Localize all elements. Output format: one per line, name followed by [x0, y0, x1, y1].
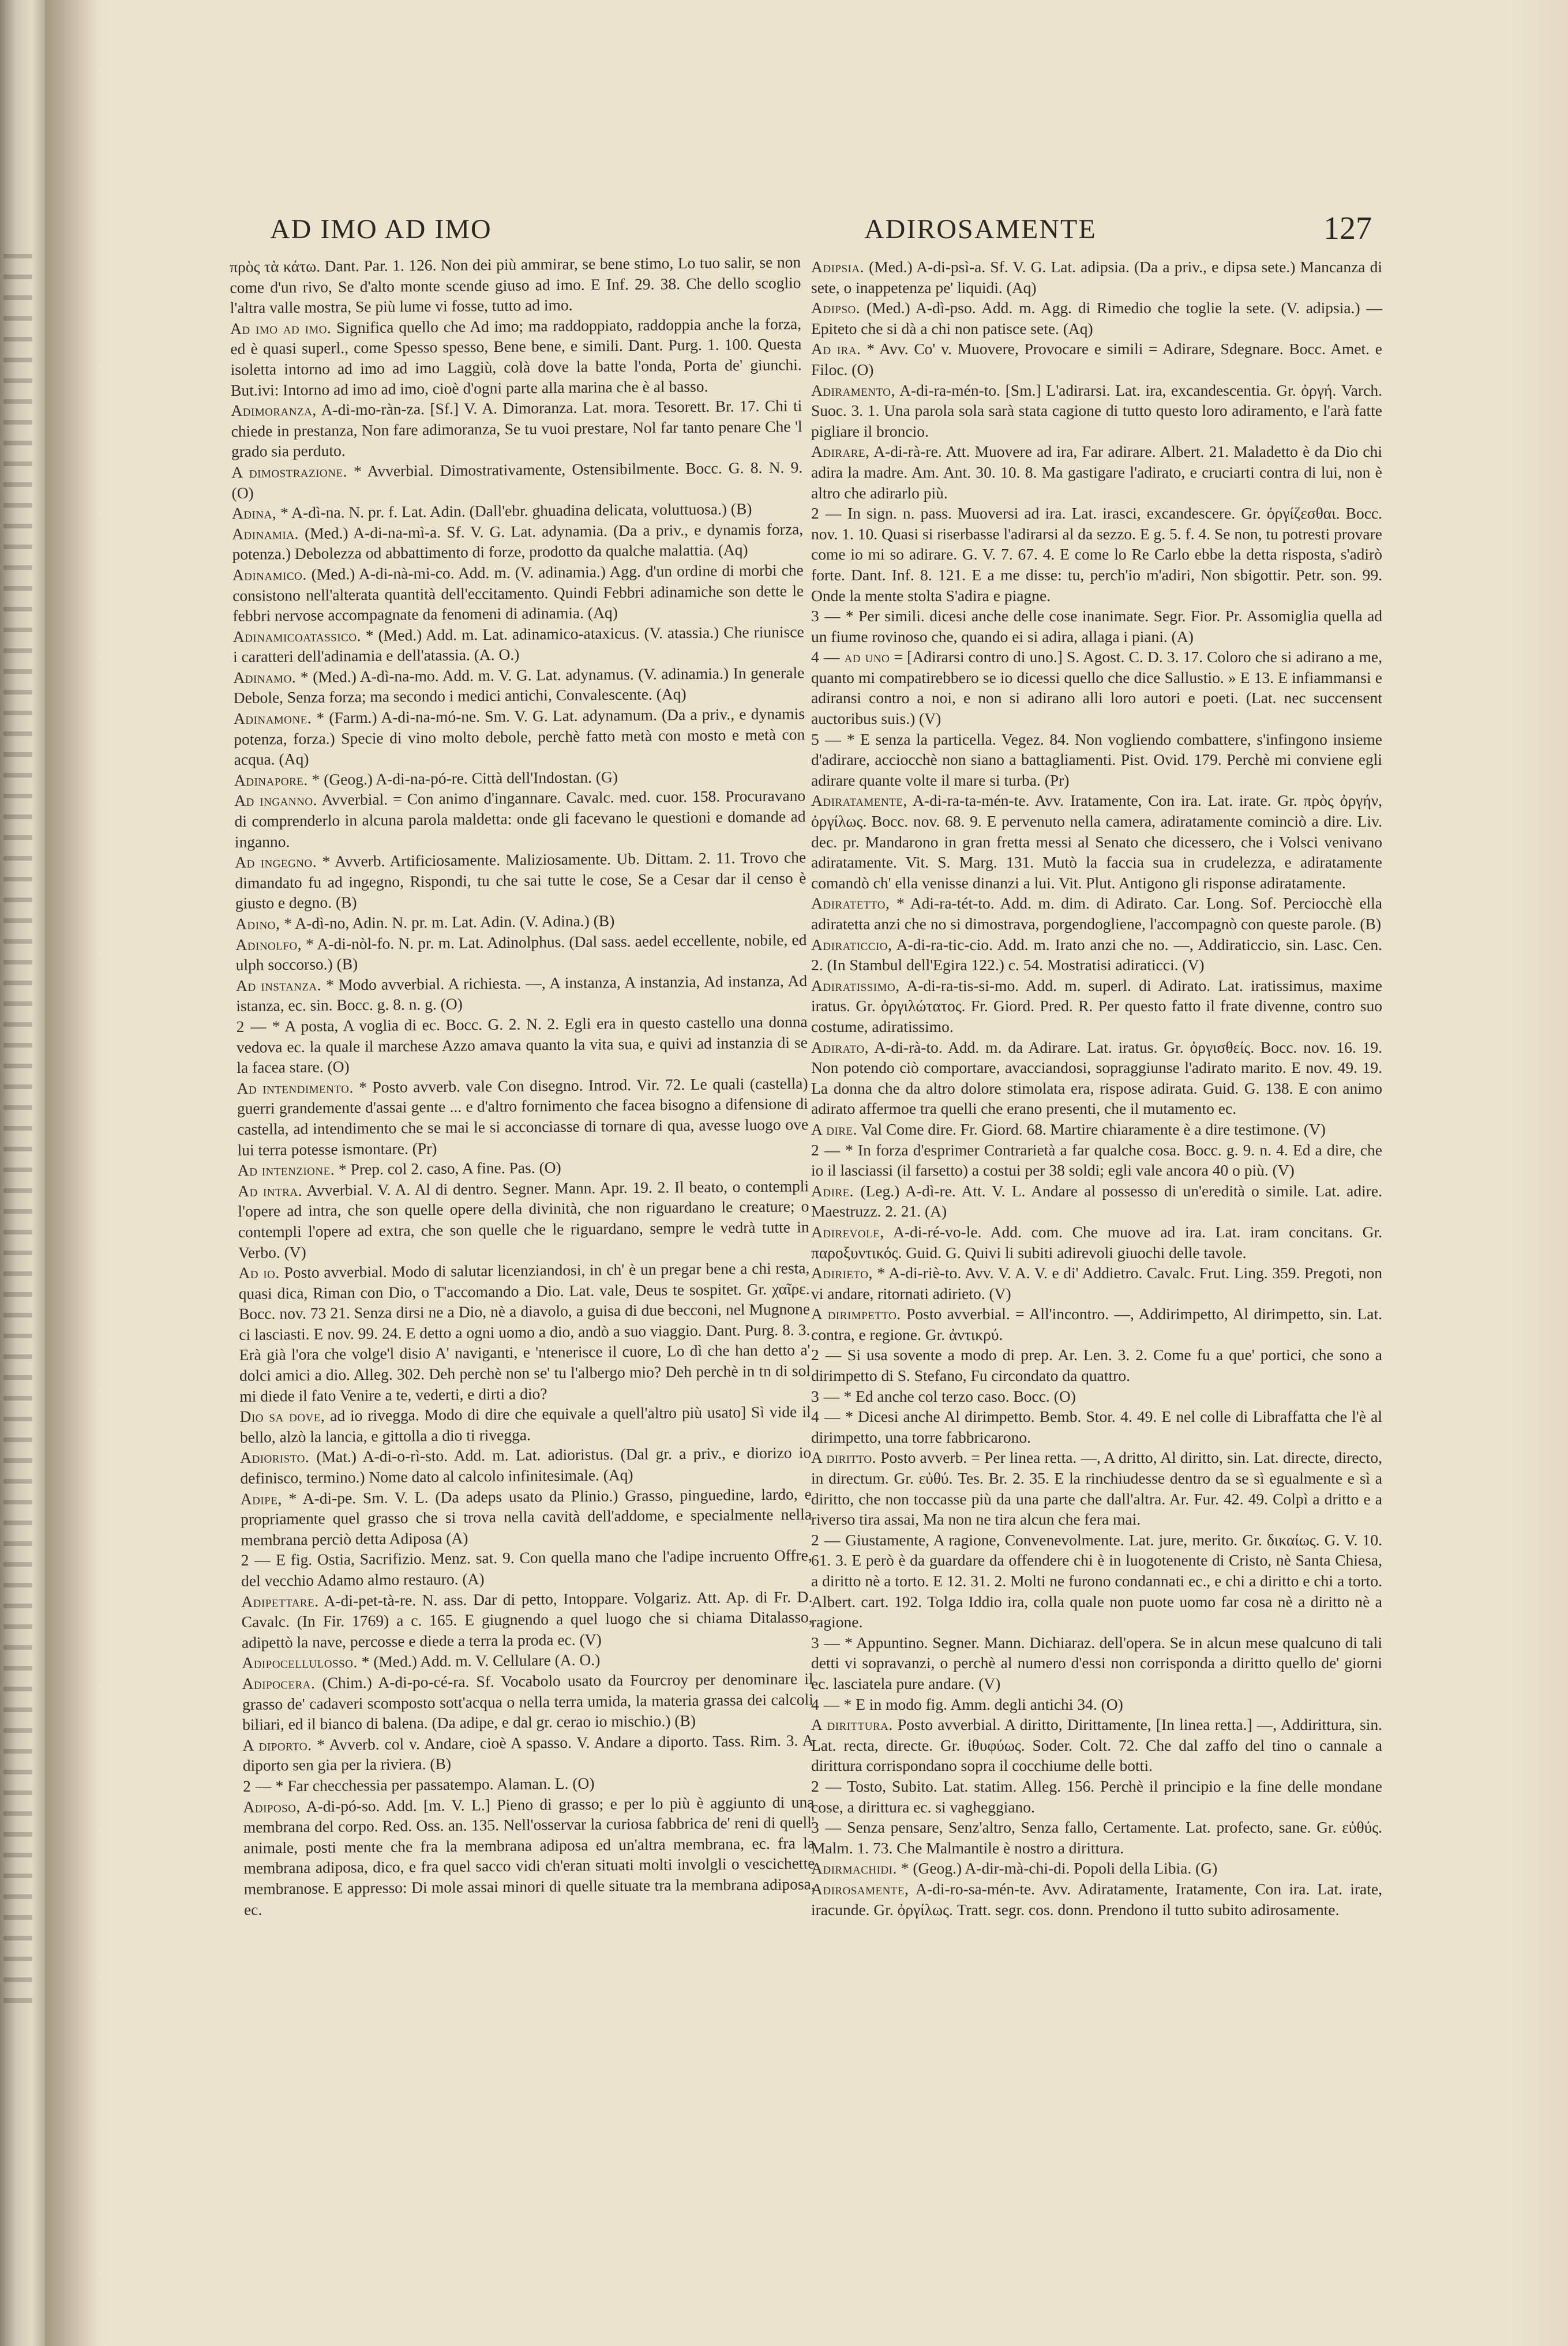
entry-text: * (Med.) A-dì-na-mo. Add. m. V. G. Lat. adynamus. (V. adinamia.) In generale Debole, Senza forza; ma secondo i medici antichi, Convalescente. (Aq)	[233, 663, 805, 707]
dictionary-entry	[241, 1545, 813, 1591]
bleed-through-line	[3, 1271, 32, 1276]
dictionary-entry	[230, 252, 801, 318]
entry-text: * Prep. col 2. caso, A fine. Pas. (O)	[338, 1158, 561, 1178]
entry-headword: 4 —	[811, 1407, 841, 1426]
entry-headword: Adinolfo,	[235, 934, 302, 954]
dictionary-entry	[811, 729, 1382, 791]
dictionary-entry	[241, 1484, 812, 1550]
bleed-through-line	[3, 1562, 32, 1567]
dictionary-entry	[811, 1817, 1382, 1858]
entry-text: * Adi-ra-tét-to. Add. m. dim. di Adirato. Car. Long. Sof. Perciocchè ella adiratetta anzi che no si dimostrava, porgendogliene, l'accompagnò con queste parole. (B)	[811, 894, 1383, 933]
entry-text: Significa quello che Ad imo; ma raddoppiato, raddoppia anche la forza, ed è quasi superl., come Spesso spesso, Bene bene, e simili. Dant. Purg. 1. 100. Questa isoletta intorno ad imo ad imo Laggiù, colà dove la batte l'onda, Porta de' giunchi. But.ivi: Intorno ad imo ad imo, cioè d'ogni parte alla marina che è al basso.	[230, 314, 802, 399]
entry-headword: Adiposo,	[243, 1797, 301, 1816]
entry-headword: Adire.	[811, 1181, 854, 1200]
bleed-through-line	[3, 565, 32, 570]
bleed-through-line	[3, 1583, 32, 1587]
dictionary-entry	[811, 1632, 1382, 1694]
entry-text: A-di-rà-to. Add. m. da Adirare. Lat. iratus. Gr. ὀργισθείς. Bocc. nov. 16. 19. Non potendo ciò comportare, avacciandosi, sopraggiunse l'adirato marito. E nov. 49. 19. La donna che da altro dolore stimolata era, rispose adirata. Guid. G. 138. E con animo adirato affermoe tra quelli che erano presenti, che il mutamento ec.	[811, 1038, 1382, 1118]
bleed-through-line	[3, 835, 32, 840]
bleed-through-line	[3, 1853, 32, 1857]
bleed-through-line	[3, 669, 32, 674]
dictionary-entry	[811, 893, 1382, 934]
dictionary-entry	[811, 1119, 1382, 1140]
entry-text: Si usa sovente a modo di prep. Ar. Len. 3. 2. Come fu a que' portici, che sono a dirimpetto di S. Stefano, Fu circondato da quattro.	[811, 1346, 1383, 1385]
bleed-through-line	[3, 358, 32, 362]
entry-headword: Adirevole,	[811, 1222, 884, 1241]
entry-text: (Med.) A-di-nà-mi-co. Add. m. (V. adinamia.) Agg. d'un ordine di morbi che consistono nell'alterata quantità dell'eccitamento. Quindi Febbri adinamiche son dette le febbri nervose accompagnate da fenomeni di adinamia. (Aq)	[232, 561, 804, 625]
entry-text: * In forza d'esprimer Contrarietà a far qualche cosa. Bocc. g. 9. n. 4. Ed a dire, che io il lasciassi (il farsetto) a costui per 38 soldi; egli vale ancora 40 o più. (V)	[811, 1140, 1383, 1180]
gutter-shadow	[45, 0, 97, 2346]
entry-headword: 2 —	[811, 504, 842, 523]
entry-text: A-di-ra-tic-cio. Add. m. Irato anzi che no. —, Addiraticcio, sin. Lasc. Cen. 2. (In Stambul dell'Egira 122.) c. 54. Mostratisi adiraticci. (V)	[811, 935, 1383, 974]
entry-headword: A dimostrazione.	[231, 462, 348, 481]
bleed-through-line	[3, 1811, 32, 1816]
entry-text: * A posta, A voglia di ec. Bocc. G. 2. N. 2. Egli era in questo castello una donna vedova ec. la quale il marchese Azzo amava quanto la vita sua, e quivi ad instanzia di se la facea stare. (O)	[236, 1012, 808, 1077]
bleed-through-line	[3, 254, 32, 258]
bleed-through-line	[3, 711, 32, 715]
dictionary-entry	[233, 662, 805, 708]
dictionary-entry	[811, 1345, 1382, 1386]
entry-text: A-di-ra-mén-to. [Sm.] L'adirarsi. Lat. ira, excandescentia. Gr. ὀργή. Varch. Suoc. 3. 1. Una parola sola sarà stata cagione di tutto questo loro adiramento, e l'arà fatte pigliare il broncio.	[811, 381, 1383, 440]
entry-text: In sign. n. pass. Muoversi ad ira. Lat. irasci, excandescere. Gr. ὀργίζεσθαι. Bocc. nov. 1. 10. Quasi si riserbasse l'adirarsi al da sezzo. E g. 5. f. 4. Se non, tu potresti provare come io mi so adirare. G. V. 7. 67. 4. E come lo Re Carlo ebbe la detta risposta, s'adirò forte. Dant. Inf. 8. 121. E a me disse: tu, perch'io m'adiri, Non sbigottir. Petr. son. 99. Onde la mente stolta S'adira e piagne.	[811, 504, 1382, 605]
dictionary-entry	[811, 1037, 1382, 1119]
entry-headword: Ad intendimento.	[237, 1078, 354, 1097]
bleed-through-line	[3, 482, 32, 487]
entry-text: = [Adirarsi contro di uno.] S. Agost. C. D. 3. 17. Coloro che si adirano a me, quanto mi compatirebbero se io dicessi quello che dice Sallustio. » E 13. E infiammansi e adiransi contro a noi, e non si adirano alli loro autori e poeti. (Lat. nec succensent auctoribus suis.) (V)	[811, 648, 1383, 728]
entry-headword: Adinamicoatassico.	[232, 626, 361, 645]
bleed-through-line	[3, 1001, 32, 1006]
bleed-through-line	[3, 1313, 32, 1317]
dictionary-entry	[234, 703, 805, 770]
dictionary-entry	[233, 621, 805, 667]
bleed-through-line	[3, 316, 32, 321]
bleed-through-line	[3, 420, 32, 425]
dictionary-entry	[811, 257, 1382, 298]
dictionary-entry	[242, 1730, 814, 1776]
entry-text: * Dicesi anche Al dirimpetto. Bemb. Stor. 4. 49. E nel colle di Libraffatta che l'è al dirimpetto, una torre fabbricarono.	[811, 1407, 1382, 1446]
bleed-through-line	[3, 586, 32, 591]
dictionary-entry	[811, 1858, 1382, 1879]
dictionary-entry	[811, 1714, 1382, 1776]
bleed-through-line	[3, 1915, 32, 1920]
entry-headword: Ad instanza.	[235, 975, 322, 994]
bleed-through-line	[3, 1728, 32, 1733]
dictionary-entry	[811, 606, 1382, 647]
entry-headword: A dirimpetto.	[811, 1305, 901, 1323]
entry-text: Val Come dire. Fr. Giord. 68. Martire chiaramente è a dire testimone. (V)	[861, 1120, 1326, 1138]
entry-headword: Adinamia.	[232, 524, 299, 543]
entry-headword: Ad io.	[238, 1263, 280, 1282]
entry-headword: Adinamo.	[233, 667, 297, 686]
entry-text: * Per simili. dicesi anche delle cose inanimate. Segr. Fior. Pr. Assomiglia quella ad un fiume rovinoso che, quando ei si adira, allaga i piani. (A)	[811, 607, 1383, 645]
dictionary-entry	[811, 1263, 1382, 1304]
entry-headword: Ad imo ad imo.	[230, 318, 332, 337]
entry-text: * A-dì-na. N. pr. f. Lat. Adin. (Dall'ebr. ghuadina delicata, voluttuosa.) (B)	[280, 500, 752, 522]
entry-headword: 2 —	[811, 1530, 841, 1549]
bleed-through-line	[3, 1375, 32, 1380]
bleed-through-line	[3, 1791, 32, 1795]
entry-headword: Adirare,	[811, 442, 870, 461]
dictionary-entry	[240, 1443, 812, 1489]
bleed-through-line	[3, 1251, 32, 1255]
entry-headword: 4 —	[811, 1695, 840, 1713]
bleed-through-line	[3, 1147, 32, 1151]
bleed-through-line	[3, 1417, 32, 1421]
entry-text: E fig. Ostia, Sacrifizio. Menz. sat. 9. Con quella mano che l'adipe incruento Offre, del vecchio Adamo almo restauro. (A)	[241, 1546, 812, 1590]
dictionary-entry	[811, 790, 1382, 893]
entry-text: * E senza la particella. Vegez. 84. Non vogliendo combattere, s'infingono insieme d'adirare, acciocchè non siano a battagliamenti. Pist. Ovid. 179. Perchè mi conviene egli adirare quante volte il mare si turba. (Pr)	[811, 730, 1383, 789]
bleed-through-line	[3, 1894, 32, 1899]
dictionary-entry	[811, 647, 1382, 729]
entry-headword: Adirmachidi.	[811, 1859, 897, 1878]
entry-headword: Adiratetto,	[811, 894, 890, 913]
entry-text: A-di-pet-tà-re. N. ass. Dar di petto, Intoppare. Volgariz. Att. Ap. di Fr. D. Cavalc. (In Fir. 1769) a c. 165. E giugnendo a quel luogo che si chiama Ditalasso, adipettò la nave, percosse e diede a terra la proda ec. (V)	[241, 1587, 813, 1651]
entry-headword: Adirato,	[811, 1038, 869, 1056]
entry-text: (Med.) A-di-na-mì-a. Sf. V. G. Lat. adynamia. (Da a priv., e dynamis forza, potenza.) Debolezza od abbattimento di forze, prodotto da qualche malattia. (Aq)	[232, 520, 804, 564]
dictionary-entry	[811, 339, 1382, 380]
entry-text: * Far checchessia per passatempo. Alaman. L. (O)	[275, 1774, 595, 1795]
bleed-through-line	[3, 960, 32, 964]
entry-headword: 2 —	[811, 1140, 841, 1159]
dictionary-entry	[811, 441, 1382, 503]
entry-text: * (Med.) Add. m. Lat. adinamico-ataxicus. (V. atassia.) Che riunisce i caratteri dell'adinamia e dell'atassia. (A. O.)	[232, 622, 804, 666]
entry-text: A-di-mo-ràn-za. [Sf.] V. A. Dimoranza. Lat. mora. Tesorett. Br. 17. Chi ti chiede in prestanza, Non fare adimoranza, Se tu vuoi prestare, Nol far tanto penare Che 'l grado sia perduto.	[231, 396, 802, 461]
bleed-through-line	[3, 918, 32, 923]
entry-headword: Adino,	[235, 914, 280, 933]
bleed-through-line	[3, 1832, 32, 1837]
entry-text: A-di-rà-re. Att. Muovere ad ira, Far adirare. Albert. 21. Maladetto è da Dio chi adira la madre. Am. Ant. 30. 10. 8. Ma gastigare l'adirato, e cruciarti contra di lui, non è altro che adirarlo più.	[811, 442, 1383, 502]
bleed-through-line	[3, 461, 32, 466]
dictionary-entry	[811, 1181, 1382, 1222]
entry-headword: 4 — ad uno	[811, 648, 890, 666]
bleed-through-line	[3, 1458, 32, 1463]
bleed-through-line	[3, 1126, 32, 1131]
entry-text: Avverbial. V. A. Al di dentro. Segner. Mann. Apr. 19. 2. Il beato, o contempli l'opere ad intra, che son quelle opere della divinità, che non riguardano le creature; o contempli l'opere ad extra, che son quelle che le riguardano, sempre le vedrà tutte in Verbo. (V)	[238, 1177, 809, 1262]
entry-headword: Ad inganno.	[234, 791, 317, 810]
entry-headword: Adirosamente,	[811, 1879, 909, 1898]
dictionary-entry	[239, 1402, 811, 1448]
bleed-through-line	[3, 1624, 32, 1629]
bleed-through-line	[3, 981, 32, 985]
dictionary-entry	[811, 298, 1382, 339]
bleed-through-line	[3, 1105, 32, 1110]
dictionary-entry	[811, 975, 1382, 1037]
entry-text: (Chim.) A-di-po-cé-ra. Sf. Vocabolo usato da Fourcroy per denominare il grasso de' cadaveri scomposto sott'acqua o nella terra umida, la materia grassa dei calcoli biliari, ed il bianco di balena. (Da adipe, e dal gr. cerao io mischio.) (B)	[242, 1669, 813, 1734]
dictionary-entry	[811, 503, 1382, 606]
dictionary-entry	[232, 519, 804, 565]
entry-headword: A dirittura.	[811, 1716, 893, 1734]
entry-text: (Med.) A-dì-pso. Add. m. Agg. di Rimedio che toglie la sete. (V. adipsia.) — Epiteto che si dà a chi non patisce sete. (Aq)	[811, 299, 1383, 337]
entry-headword: 3 —	[811, 1633, 841, 1651]
dictionary-entry	[811, 1386, 1382, 1407]
entry-text: (Leg.) A-dì-re. Att. V. L. Andare al possesso di un'eredità o simile. Lat. adire. Maestruzz. 2. 21. (A)	[811, 1181, 1382, 1221]
dictionary-entry	[238, 1258, 811, 1406]
bleed-through-line	[3, 1707, 32, 1712]
bleed-through-line	[3, 877, 32, 881]
entry-headword: A dire.	[811, 1120, 857, 1138]
entry-headword: A diritto.	[811, 1448, 877, 1467]
dictionary-entry	[238, 1176, 809, 1263]
entry-text: * (Geog.) A-dir-mà-chi-di. Popoli della Libia. (G)	[901, 1859, 1218, 1878]
entry-headword: Adioristo.	[240, 1448, 310, 1467]
bleed-through-line	[3, 1604, 32, 1608]
dictionary-entry	[230, 313, 802, 400]
entry-headword: 2 —	[236, 1017, 267, 1035]
bleed-through-line	[3, 752, 32, 757]
bleed-through-line	[3, 1977, 32, 1982]
bleed-through-line	[3, 690, 32, 695]
bleed-through-line	[3, 1874, 32, 1878]
dictionary-entry	[811, 934, 1382, 975]
bleed-through-line	[3, 1666, 32, 1671]
entry-text: Posto avverbial. A diritto, Dirittamente, [In linea retta.] —, Addirittura, sin. Lat. recta, directe. Gr. ἰθυφύως. Soder. Colt. 72. Che dal zaffo del tino o cannale a dirittura corrispondano sopra il cocchiume delle botti.	[811, 1716, 1383, 1775]
bleed-through-line	[3, 1521, 32, 1525]
dictionary-entry	[231, 457, 803, 503]
entry-text: πρὸς τὰ κάτω. Dant. Par. 1. 126. Non dei più ammirar, se bene stimo, Lo tuo salir, se non come d'un rivo, Se d'alto monte scende giuso ad imo. E Inf. 29. 38. Che dello scoglio l'altra valle mostra, Se più lume vi fosse, tutto ad imo.	[230, 253, 801, 317]
dictionary-entry	[811, 1776, 1382, 1817]
bleed-through-line	[3, 1936, 32, 1940]
entry-headword: 2 —	[243, 1777, 272, 1795]
bleed-through-line	[3, 399, 32, 404]
dictionary-entry	[811, 1879, 1382, 1920]
entry-text: Senza pensare, Senz'altro, Senza fallo, Certamente. Lat. profecto, sane. Gr. εὐθύς. Malm. 1. 73. Che Malmantile è nostro a dirittura.	[811, 1818, 1383, 1857]
bleed-through-line	[3, 1770, 32, 1774]
entry-headword: Adipe,	[240, 1489, 282, 1508]
entry-headword: Adiratissimo,	[811, 976, 900, 994]
bleed-through-line	[3, 1022, 32, 1027]
entry-headword: Adipocera.	[242, 1673, 316, 1692]
entry-text: A-di-ré-vo-le. Add. com. Che muove ad ira. Lat. iram concitans. Gr. παροξυντικός. Guid. G. Quivi li subiti adirevoli giuochi delle tavole.	[811, 1222, 1382, 1262]
entry-text: * A-di-nòl-fo. N. pr. m. Lat. Adinolphus. (Dal sass. aedel eccellente, nobile, ed ulph soccorso.) (B)	[235, 930, 807, 974]
entry-headword: Adiramento,	[811, 381, 895, 399]
bleed-through-line	[3, 295, 32, 300]
dictionary-entry	[236, 1011, 808, 1078]
bleed-through-line	[3, 337, 32, 341]
right-column	[811, 257, 1382, 1920]
entry-text: (Med.) A-di-psì-a. Sf. V. G. Lat. adipsia. (Da a priv., e dipsa sete.) Mancanza di sete, o inappetenza pe' liquidi. (Aq)	[811, 258, 1383, 296]
dictionary-entry	[235, 929, 807, 975]
bleed-through-line	[3, 1645, 32, 1650]
bleed-through-line	[3, 1396, 32, 1401]
bleed-through-line	[3, 545, 32, 549]
bleed-through-line	[3, 1354, 32, 1359]
bleed-through-line	[3, 814, 32, 819]
entry-text: * Avv. Co' v. Muovere, Provocare e simili = Adirare, Sdegnare. Bocc. Amet. e Filoc. (O)	[811, 340, 1382, 378]
bleed-through-line	[3, 524, 32, 528]
running-head-right: ADIROSAMENTE	[864, 214, 1097, 245]
bleed-through-line	[3, 1230, 32, 1234]
bleed-through-line	[3, 1209, 32, 1214]
running-head-left: AD IMO AD IMO	[270, 214, 492, 245]
dictionary-entry	[231, 396, 802, 462]
bleed-through-line	[3, 378, 32, 383]
entry-text: Avverbial. = Con animo d'ingannare. Cavalc. med. cuor. 158. Procuravano di comprenderlo in alcuna parola maldetta: onde gli facevano le questioni e domande ad inganno.	[234, 786, 806, 851]
entry-text: (Mat.) A-di-o-rì-sto. Add. m. Lat. adioristus. (Dal gr. a priv., e diorizo io definisco, termino.) Nome dato al calcolo infinitesimale. (Aq)	[240, 1443, 812, 1487]
entry-headword: Adinamone.	[233, 708, 312, 728]
dictionary-page	[45, 0, 1568, 2346]
bleed-through-line	[3, 1479, 32, 1484]
page-number: 127	[1323, 211, 1372, 246]
dictionary-entry	[811, 1447, 1382, 1529]
dictionary-entry	[811, 1406, 1382, 1447]
bleed-through-line	[3, 1043, 32, 1048]
dictionary-entry	[811, 380, 1382, 442]
entry-text: * Avverb. col v. Andare, cioè A spasso. V. Andare a diporto. Tass. Rim. 3. A diporto sen gia per la riviera. (B)	[242, 1731, 814, 1775]
entry-text: * Avverb. Artificiosamente. Maliziosamente. Ub. Dittam. 2. 11. Trovo che dimandato fu ad ingegno, Rispondi, tu che sai tutte le cose, Se a Cesar dar il censo è giusto e degno. (B)	[235, 848, 806, 913]
dictionary-entry	[811, 1140, 1382, 1181]
entry-text: Giustamente, A ragione, Convenevolmente. Lat. jure, merito. Gr. δικαίως. G. V. 10. 61. 3. E però è da guardare da offendere chi è in luogotenente di Cristo, nè Santa Chiesa, a diritto nè a torto. E 12. 31. 2. Molti ne furono condannati ec., e chi a diritto e chi a torto. Albert. cart. 192. Tolga Iddio ira, colla quale non puote uomo far cosa nè a diritto nè a ragione.	[811, 1530, 1382, 1631]
entry-text: * (Farm.) A-di-na-mó-ne. Sm. V. G. Lat. adynamum. (Da a priv., e dynamis potenza, forza.) Specie di vino molto debole, perchè fatto metà con mosto e metà con acqua. (Aq)	[234, 704, 805, 769]
entry-headword: 2 —	[811, 1777, 842, 1795]
bleed-through-line	[3, 1188, 32, 1193]
entry-headword: Ad ingegno.	[235, 852, 317, 872]
entry-headword: A diporto.	[242, 1735, 312, 1754]
bleed-through-line	[3, 628, 32, 632]
bleed-through-line	[3, 1500, 32, 1504]
entry-headword: Adipettare.	[241, 1591, 319, 1611]
entry-text: A-di-ra-ta-mén-te. Avv. Iratamente, Con ira. Lat. irate. Gr. πρὸς ὀργήν, ὀργίλως. Bocc. nov. 68. 9. E pervenuto nella camera, adiratamente cominciò a dire. Liv. dec. pr. Mandarono in gran fretta messi al Senato che dicessero, che i Volsci venivano adiratamente. Vit. S. Marg. 131. Mutò la faccia sua in crudelezza, e adiratamente comandò ch' ella venisse dinanzi a lui. Vit. Plut. Antigono gli risponse adiratamente.	[811, 791, 1383, 892]
dictionary-entry	[243, 1792, 815, 1920]
entry-headword: Adiraticcio,	[811, 935, 892, 954]
dictionary-entry	[811, 1530, 1382, 1632]
entry-headword: Adinamico.	[232, 565, 307, 584]
bleed-through-line	[3, 1168, 32, 1172]
bleed-through-line	[3, 939, 32, 944]
entry-text: Posto avverbial. = All'incontro. —, Addirimpetto, Al dirimpetto, sin. Lat. contra, e regione. Gr. ἀντικρύ.	[811, 1305, 1383, 1343]
entry-headword: Adipsia.	[811, 258, 864, 276]
bleed-through-line	[3, 648, 32, 653]
bleed-through-line	[3, 1749, 32, 1754]
entry-headword: Adiratamente,	[811, 791, 907, 810]
bleed-through-line	[3, 1998, 32, 2003]
entry-headword: Dio sa dove,	[239, 1406, 325, 1426]
entry-text: Tosto, Subito. Lat. statim. Alleg. 156. Perchè il principio e la fine delle mondane cose, a dirittura ec. si vagheggiano.	[811, 1777, 1382, 1816]
dictionary-entry	[234, 786, 806, 852]
page-header	[212, 213, 1372, 254]
entry-text: * Modo avverbial. A richiesta. —, A instanza, A instanzia, Ad instanza, Ad istanza, ec. sin. Bocc. g. 8. n. g. (O)	[236, 971, 808, 1015]
bleed-through-line	[3, 1334, 32, 1338]
entry-text: * Posto avverb. vale Con disegno. Introd. Vir. 72. Le quali (castella) guerri grandemente d'assai gente ... e d'altro fornimento che facea bisogno a difensione di castella, ad intendimento che se mai le si acconciasse di tornare di qua, avesse luogo ove lui terra potesse ismontare. (Pr)	[237, 1074, 809, 1159]
dictionary-entry	[236, 970, 808, 1016]
entry-text: * (Med.) Add. m. V. Cellulare (A. O.)	[361, 1650, 601, 1671]
bleed-through-line	[3, 503, 32, 508]
entry-headword: Adipso.	[811, 299, 861, 317]
bleed-through-line	[3, 1687, 32, 1691]
entry-text: * (Geog.) A-di-na-pó-re. Città dell'Indostan. (G)	[312, 768, 618, 789]
entry-headword: Adina,	[231, 504, 277, 523]
dictionary-entry	[811, 1304, 1382, 1345]
entry-text: * Ed anche col terzo caso. Bocc. (O)	[843, 1387, 1076, 1405]
bleed-through-line	[3, 275, 32, 279]
bleed-through-line	[3, 1437, 32, 1442]
entry-text: Posto avverbial. Modo di salutar licenziandosi, in ch' è un pregar bene a chi resta, quasi dica, Riman con Dio, o T'accomando a Dio. Lat. vale, Deus te sospitet. Gr. χαῖρε. Bocc. nov. 73 21. Senza dirsi ne a Dio, nè a diavolo, a guisa di due becconi, nel Mugnone ci lasciasti. E nov. 99. 24. E detto a ogni uomo a dio, andò a suo viaggio. Dant. Purg. 8. 3. Erà già l'ora che volge'l disio A' naviganti, e 'ntenerisce il cuore, Lo dì che han detto a' dolci amici a dio. Alleg. 302. Deh perchè non se' tu l'albergo mio? Deh perchè in tn di sol mi diede il fato Venire a te, vederti, e dirti a dio?	[238, 1259, 811, 1405]
bleed-through-line	[3, 773, 32, 778]
bleed-through-line	[3, 441, 32, 445]
entry-headword: Adinapore.	[234, 770, 308, 789]
dictionary-entry	[237, 1073, 808, 1160]
entry-headword: Adipocellulosso.	[242, 1653, 358, 1672]
entry-text: A-di-ro-sa-mén-te. Avv. Adiratamente, Iratamente, Con ira. Lat. irate, iracunde. Gr. ὀργίλως. Tratt. segr. cos. donn. Prendono il tutto subito adirosamente.	[811, 1879, 1382, 1919]
entry-text: * A-di-riè-to. Avv. V. A. V. e di' Addietro. Cavalc. Frut. Ling. 359. Pregoti, non vi andare, ritornati adirieto. (V)	[811, 1264, 1383, 1303]
bleed-through-line	[3, 1064, 32, 1068]
bleed-through-line	[3, 1292, 32, 1297]
entry-headword: Adimoranza,	[231, 400, 317, 420]
bleed-through-line	[3, 731, 32, 736]
entry-text: * Avverbial. Dimostrativamente, Ostensibilmente. Bocc. G. 8. N. 9. (O)	[231, 458, 803, 502]
entry-text: * A-dì-no, Adin. N. pr. m. Lat. Adin. (V. Adina.) (B)	[284, 911, 615, 933]
entry-text: ad io rivegga. Modo di dire che equivale a quell'altro più usato] Sì vide il bello, alzò la lancia, e gittolla a dio ti rivegga.	[239, 1402, 811, 1446]
entry-text: * Appuntino. Segner. Mann. Dichiaraz. dell'opera. Se in alcun mese qualcuno di tali detti vi sopravanzi, o perchè al numero d'essi non corrisponda a diritto quello de' giorni ec. lasciatela pure andare. (V)	[811, 1633, 1382, 1692]
entry-headword: Ad intra.	[237, 1181, 303, 1200]
entry-text: * E in modo fig. Amm. degli antichi 34. (O)	[843, 1695, 1123, 1713]
entry-text: * A-di-pe. Sm. V. L. (Da adeps usato da Plinio.) Grasso, pinguedine, lardo, e propriamente quel grasso che si trova nella cavità dell'addome, e specialmente nella membrana perciò detta Adiposa (A)	[240, 1484, 812, 1549]
dictionary-entry	[811, 1222, 1382, 1263]
dictionary-entry	[811, 1694, 1382, 1715]
bleed-through-line	[3, 1541, 32, 1546]
bleed-through-line	[3, 607, 32, 611]
bleed-through-line	[3, 898, 32, 902]
entry-headword: 5 —	[811, 730, 842, 748]
entry-text: A-di-pó-so. Add. [m. V. L.] Pieno di grasso; e per lo più è aggiunto di una membrana del corpo. Red. Oss. an. 135. Nell'osservar la curiosa fabbrica de' reni di quell' animale, posti mente che fra la membrana adiposa ed un'altra membrana, ec. fra la membrana adiposa, dico, e fra quel sacco vidi ch'eran situati molti involgli o vescichette membranose. E appresso: Di mole assai minori di quelle situate tra la membrana adiposa, ec.	[243, 1792, 815, 1919]
entry-headword: Ad intenzione.	[237, 1160, 335, 1180]
entry-text: Posto avverb. = Per linea retta. —, A dritto, Al diritto, sin. Lat. directe, directo, in directum. Gr. εὐθύ. Tes. Br. 2. 35. E la rinchiudesse dentro da se sì egualmente e sì a diritto, che non toccasse più da una parte che dall'altra. Ar. Fur. 42. 49. Colpì a dritto e a riverso tira assai, Ma non ne tira alcun che fera mai.	[811, 1448, 1383, 1529]
bleed-through-line	[3, 856, 32, 861]
dictionary-entry	[232, 560, 804, 626]
entry-headword: 2 —	[241, 1551, 271, 1570]
entry-headword: 2 —	[811, 1346, 842, 1364]
entry-headword: 3 —	[811, 1818, 842, 1837]
left-column	[230, 252, 815, 1920]
bleed-through-line	[3, 1957, 32, 1961]
dictionary-entry	[242, 1668, 813, 1735]
bleed-through-line	[3, 1084, 32, 1089]
entry-headword: 3 —	[811, 1387, 840, 1405]
previous-page-edge	[0, 0, 45, 2346]
entry-headword: 3 —	[811, 607, 841, 625]
entry-headword: Ad ira.	[811, 340, 861, 358]
bleed-through-line	[3, 794, 32, 798]
entry-text: A-di-ra-tis-si-mo. Add. m. superl. di Adirato. Lat. iratissimus, maxime iratus. Gr. ὀργιλώτατος. Fr. Giord. Pred. R. Per questo fatto il frate divenne, contro suo costume, adiratissimo.	[811, 976, 1382, 1035]
entry-headword: Adirieto,	[811, 1264, 873, 1282]
dictionary-entry	[241, 1586, 813, 1653]
dictionary-entry	[235, 847, 806, 914]
